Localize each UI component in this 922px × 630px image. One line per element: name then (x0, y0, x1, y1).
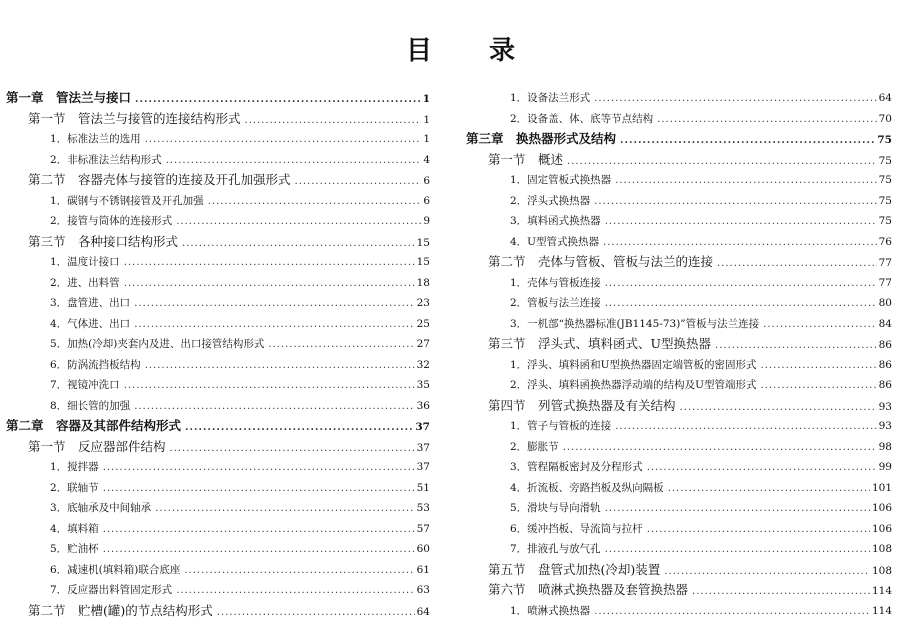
dot-leader (124, 274, 415, 295)
toc-section-entry[interactable] (466, 150, 892, 171)
dot-leader (605, 294, 877, 315)
toc-section-entry[interactable] (466, 334, 892, 355)
toc-entry-page-number: 27 (416, 338, 430, 350)
toc-item-entry[interactable] (6, 478, 430, 499)
dot-leader (295, 172, 422, 193)
toc-entry-label: 8．细长管的加强 (50, 399, 131, 412)
dot-leader (605, 540, 870, 561)
toc-item-entry[interactable] (466, 601, 892, 622)
toc-entry-label: 2．管板与法兰连接 (510, 297, 601, 309)
dot-leader (603, 233, 877, 254)
toc-entry-page-number: 32 (416, 358, 430, 371)
dot-leader (563, 438, 877, 459)
toc-entry-label: 第五节 盘管式加热(冷却)装置 (488, 561, 661, 577)
toc-entry-label: 6．防涡流挡板结构 (50, 358, 141, 371)
toc-entry-page-number: 98 (878, 440, 892, 453)
dot-leader (176, 581, 414, 602)
toc-entry-label: 第一节 反应器部件结构 (28, 438, 166, 454)
dot-leader (615, 417, 876, 438)
toc-entry-page-number: 75 (878, 194, 892, 207)
toc-item-entry[interactable] (466, 293, 892, 314)
toc-item-entry[interactable] (6, 314, 430, 335)
dot-leader (184, 561, 414, 582)
toc-entry-page-number: 35 (416, 379, 430, 391)
toc-entry-page-number: 86 (878, 358, 892, 371)
toc-item-entry[interactable] (6, 580, 430, 601)
toc-section-entry[interactable] (6, 232, 430, 253)
toc-entry-page-number: 9 (423, 215, 430, 227)
toc-entry-label: 7．排液孔与放气孔 (510, 543, 601, 555)
toc-entry-page-number: 108 (871, 543, 892, 555)
toc-entry-page-number: 75 (877, 134, 892, 146)
dot-leader (664, 562, 870, 583)
toc-entry-label: 7．视镜冲洗口 (50, 379, 120, 391)
dot-leader (134, 397, 414, 418)
toc-entry-page-number: 114 (871, 585, 892, 597)
dot-leader (103, 540, 415, 561)
toc-entry-label: 1．设备法兰形式 (510, 92, 591, 104)
toc-entry-label: 3．盘管进、出口 (50, 297, 131, 309)
toc-entry-page-number: 51 (416, 481, 430, 494)
toc-entry-label: 第六节 喷淋式换热器及套管换热器 (488, 582, 689, 597)
toc-entry-label: 1．壳体与管板连接 (510, 276, 601, 289)
toc-entry-label: 1．搅拌器 (50, 461, 99, 473)
toc-entry-page-number: 77 (878, 257, 892, 269)
page-title (0, 30, 922, 67)
toc-item-entry[interactable] (6, 191, 430, 212)
dot-leader (155, 499, 414, 520)
toc-item-entry[interactable] (6, 150, 430, 171)
toc-chapter-entry[interactable] (6, 88, 430, 109)
dot-leader (268, 335, 414, 356)
toc-item-entry[interactable] (6, 252, 430, 273)
toc-item-entry[interactable] (6, 211, 430, 232)
toc-section-entry[interactable] (466, 580, 892, 601)
toc-entry-page-number: 106 (871, 502, 892, 514)
toc-entry-label: 3．一机部“换热器标准(JB1145-73)”管板与法兰连接 (510, 317, 760, 330)
toc-entry-page-number: 6 (423, 175, 430, 187)
toc-entry-label: 1．标准法兰的选用 (50, 133, 141, 145)
toc-item-entry[interactable] (6, 129, 430, 150)
dot-leader (166, 151, 422, 172)
toc-entry-page-number: 6 (423, 194, 430, 207)
toc-entry-label: 5．加热(冷却)夹套内及进、出口接管结构形式 (50, 338, 265, 350)
toc-entry-page-number: 37 (416, 461, 430, 473)
toc-item-entry[interactable] (466, 416, 892, 437)
toc-item-entry[interactable] (466, 539, 892, 560)
toc-entry-page-number: 53 (416, 502, 430, 514)
dot-leader (594, 192, 876, 213)
toc-item-entry[interactable] (466, 109, 892, 130)
dot-leader (605, 212, 877, 233)
dot-leader (761, 376, 877, 397)
toc-entry-page-number: 93 (878, 400, 892, 413)
toc-entry-page-number: 60 (416, 543, 430, 555)
toc-entry-label: 2．联轴节 (50, 481, 99, 494)
toc-entry-label: 6．减速机(填料箱)联合底座 (50, 563, 181, 576)
dot-leader (124, 253, 415, 274)
toc-item-entry[interactable] (6, 375, 430, 396)
toc-entry-page-number: 86 (878, 379, 892, 391)
toc-item-entry[interactable] (466, 437, 892, 458)
toc-entry-page-number: 37 (415, 421, 430, 433)
toc-item-entry[interactable] (466, 498, 892, 519)
toc-item-entry[interactable] (6, 457, 430, 478)
dot-leader (170, 439, 415, 460)
dot-leader (135, 90, 421, 111)
toc-entry-page-number: 61 (416, 563, 430, 576)
toc-entry-page-number: 99 (878, 461, 892, 473)
toc-entry-page-number: 15 (416, 236, 430, 249)
toc-entry-label: 1．碳钢与不锈钢接管及开孔加强 (50, 194, 204, 207)
toc-chapter-entry[interactable] (466, 129, 892, 150)
toc-item-entry[interactable] (466, 232, 892, 253)
toc-entry-label: 2．非标准法兰结构形式 (50, 153, 162, 166)
toc-entry-label: 第二节 壳体与管板、管板与法兰的连接 (488, 254, 714, 269)
dot-leader (134, 315, 414, 336)
toc-section-entry[interactable] (6, 170, 430, 191)
dot-leader (715, 336, 877, 357)
page-title-char-1: 目 (405, 36, 433, 66)
dot-leader (657, 110, 876, 131)
toc-entry-label: 7．反应器出料管固定形式 (50, 584, 173, 596)
toc-section-entry[interactable] (466, 396, 892, 417)
toc-entry-page-number: 86 (878, 339, 892, 351)
toc-entry-label: 第二章 容器及其部件结构形式 (6, 418, 182, 433)
toc-entry-page-number: 101 (871, 481, 892, 494)
toc-entry-page-number: 75 (878, 174, 892, 186)
toc-entry-label: 第三节 各种接口结构形式 (28, 233, 179, 249)
page-title-char-2: 录 (489, 36, 517, 66)
toc-right-column (466, 88, 892, 621)
toc-entry-page-number: 25 (416, 317, 430, 330)
dot-leader (208, 192, 422, 213)
dot-leader (134, 294, 414, 315)
toc-item-entry[interactable] (6, 396, 430, 417)
dot-leader (680, 398, 877, 419)
dot-leader (647, 520, 870, 541)
toc-entry-page-number: 77 (878, 276, 892, 289)
dot-leader (176, 212, 421, 233)
toc-item-entry[interactable] (6, 355, 430, 376)
toc-item-entry[interactable] (6, 334, 430, 355)
toc-entry-label: 6．缓冲挡板、导流筒与拉杆 (510, 522, 643, 535)
toc-entry-page-number: 1 (423, 113, 430, 126)
toc-item-entry[interactable] (466, 170, 892, 191)
toc-section-entry[interactable] (466, 560, 892, 581)
toc-item-entry[interactable] (466, 355, 892, 376)
toc-section-entry[interactable] (6, 601, 430, 622)
toc-item-entry[interactable] (6, 273, 430, 294)
toc-entry-page-number: 1 (423, 133, 430, 145)
toc-entry-page-number: 106 (871, 522, 892, 535)
dot-leader (605, 499, 870, 520)
toc-entry-page-number: 93 (878, 420, 892, 432)
dot-leader (124, 376, 415, 397)
dot-leader (103, 458, 415, 479)
toc-entry-label: 4．气体进、出口 (50, 317, 131, 330)
dot-leader (763, 315, 876, 336)
toc-chapter-entry[interactable] (6, 416, 430, 437)
dot-leader (717, 254, 877, 275)
toc-item-entry[interactable] (466, 457, 892, 478)
toc-entry-page-number: 36 (416, 399, 430, 412)
toc-entry-page-number: 64 (416, 605, 430, 618)
toc-entry-page-number: 80 (878, 297, 892, 309)
dot-leader (761, 356, 877, 377)
toc-entry-page-number: 18 (416, 276, 430, 289)
toc-entry-label: 5．滑块与导向滑轨 (510, 502, 601, 514)
dot-leader (103, 520, 415, 541)
toc-entry-label: 1．浮头、填料函和U型换热器固定端管板的密固形式 (510, 358, 757, 371)
toc-item-entry[interactable] (6, 293, 430, 314)
dot-leader (245, 111, 422, 132)
toc-entry-label: 2．膨胀节 (510, 440, 559, 453)
dot-leader (594, 602, 870, 623)
dot-leader (567, 152, 877, 173)
toc-entry-label: 4．折流板、旁路挡板及纵向隔板 (510, 481, 664, 494)
toc-item-entry[interactable] (466, 519, 892, 540)
toc-entry-page-number: 75 (878, 154, 892, 167)
toc-entry-label: 1．管子与管板的连接 (510, 420, 612, 432)
toc-entry-label: 1．喷淋式换热器 (510, 604, 591, 617)
toc-entry-label: 4．填料箱 (50, 522, 99, 535)
toc-left-column (6, 88, 430, 621)
toc-entry-label: 第二节 贮槽(罐)的节点结构形式 (28, 602, 213, 618)
toc-entry-label: 第二节 容器壳体与接管的连接及开孔加强形式 (28, 172, 291, 187)
dot-leader (145, 130, 422, 151)
toc-entry-page-number: 4 (423, 153, 430, 166)
toc-entry-page-number: 57 (416, 522, 430, 535)
toc-item-entry[interactable] (466, 375, 892, 396)
toc-entry-label: 第一章 管法兰与接口 (6, 90, 132, 105)
dot-leader (620, 131, 875, 152)
toc-section-entry[interactable] (466, 252, 892, 273)
toc-entry-label: 2．浮头、填料函换热器浮动端的结构及U型管端形式 (510, 379, 757, 391)
toc-entry-label: 第三章 换热器形式及结构 (466, 131, 617, 146)
toc-entry-label: 第一节 管法兰与接管的连接结构形式 (28, 110, 241, 126)
toc-section-entry[interactable] (6, 109, 430, 130)
dot-leader (668, 479, 870, 500)
toc-item-entry[interactable] (466, 478, 892, 499)
toc-entry-page-number: 37 (416, 441, 430, 454)
toc-item-entry[interactable] (466, 211, 892, 232)
toc-entry-label: 2．进、出料管 (50, 276, 120, 289)
dot-leader (182, 234, 415, 255)
toc-entry-page-number: 70 (878, 112, 892, 125)
toc-item-entry[interactable] (6, 560, 430, 581)
toc-entry-label: 1．固定管板式换热器 (510, 174, 612, 186)
dot-leader (615, 171, 876, 192)
dot-leader (605, 274, 877, 295)
toc-item-entry[interactable] (466, 273, 892, 294)
toc-entry-label: 3．底轴承及中间轴承 (50, 502, 152, 514)
dot-leader (217, 603, 415, 624)
dot-leader (692, 582, 870, 603)
toc-section-entry[interactable] (6, 437, 430, 458)
dot-leader (594, 89, 876, 110)
toc-item-entry[interactable] (466, 191, 892, 212)
toc-entry-label: 2．设备盖、体、底等节点结构 (510, 112, 654, 125)
dot-leader (647, 458, 877, 479)
toc-item-entry[interactable] (6, 519, 430, 540)
toc-entry-page-number: 23 (416, 297, 430, 309)
dot-leader (185, 418, 413, 439)
toc-item-entry[interactable] (6, 498, 430, 519)
toc-entry-label: 4．U型管式换热器 (510, 235, 600, 248)
toc-entry-label: 第四节 列管式换热器及有关结构 (488, 397, 676, 413)
toc-item-entry[interactable] (6, 539, 430, 560)
toc-entry-page-number: 114 (871, 604, 892, 617)
toc-entry-label: 第三节 浮头式、填料函式、U型换热器 (488, 336, 712, 351)
toc-entry-label: 第一节 概述 (488, 151, 564, 167)
toc-entry-label: 1．温度计接口 (50, 256, 120, 268)
toc-entry-label: 2．浮头式换热器 (510, 194, 591, 207)
toc-entry-label: 5．贮油杯 (50, 543, 99, 555)
toc-entry-page-number: 63 (416, 584, 430, 596)
toc-entry-label: 2．接管与筒体的连接形式 (50, 215, 173, 227)
toc-entry-label: 3．管程隔板密封及分程形式 (510, 461, 643, 473)
toc-entry-page-number: 76 (878, 235, 892, 248)
dot-leader (145, 356, 415, 377)
toc-entry-page-number: 84 (878, 317, 892, 330)
toc-entry-page-number: 15 (416, 256, 430, 268)
toc-entry-label: 3．填料函式换热器 (510, 215, 601, 227)
dot-leader (103, 479, 415, 500)
toc-item-entry[interactable] (466, 314, 892, 335)
toc-entry-page-number: 108 (871, 564, 892, 577)
toc-entry-page-number: 1 (422, 93, 430, 105)
toc-entry-page-number: 64 (878, 92, 892, 104)
toc-entry-page-number: 75 (878, 215, 892, 227)
toc-item-entry[interactable] (466, 88, 892, 109)
